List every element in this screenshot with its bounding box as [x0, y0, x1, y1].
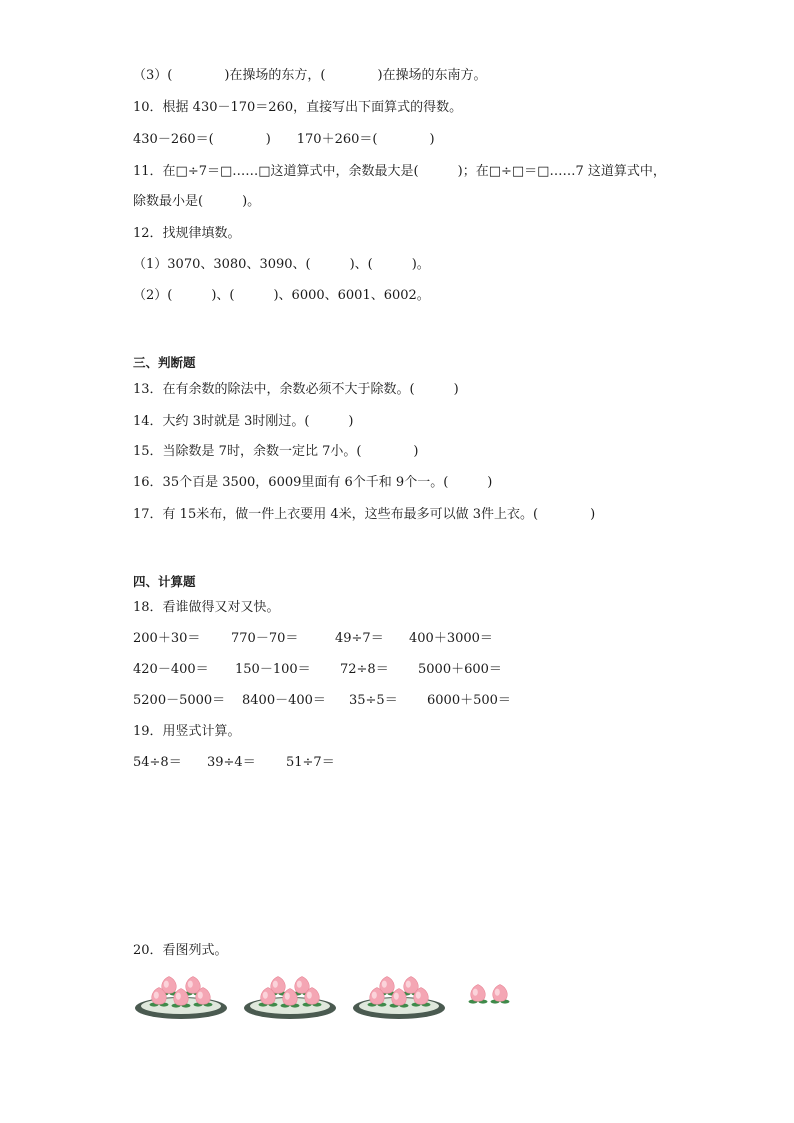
question-11-line-2: 除数最小是( )。 — [133, 194, 261, 209]
question-20: 20．看图列式。 — [133, 943, 228, 958]
question-15: 15．当除数是 7时，余数一定比 7小。( ) — [133, 444, 419, 459]
calc-item: 420－400＝ — [133, 662, 209, 677]
question-12-2: （2）( )、( )、6000、6001、6002。 — [133, 288, 430, 303]
question-13: 13．在有余数的除法中，余数必须不大于除数。( ) — [133, 382, 459, 397]
question-17: 17．有 15米布，做一件上衣要用 4米，这些布最多可以做 3件上衣。( ) — [133, 507, 596, 522]
question-10-equations: 430－260＝( ) 170＋260＝( ) — [133, 132, 435, 147]
question-18: 18．看谁做得又对又快。 — [133, 600, 280, 615]
section-3-heading: 三、判断题 — [133, 355, 196, 370]
calc-item: 200＋30＝ — [133, 631, 201, 646]
plate-of-peaches — [242, 968, 338, 1023]
peach-icon — [469, 985, 488, 1004]
question-14: 14．大约 3时就是 3时刚过。( ) — [133, 414, 354, 429]
calc-item: 35÷5＝ — [349, 693, 398, 708]
calc-item: 150－100＝ — [235, 662, 311, 677]
question-10: 10．根据 430－170＝260，直接写出下面算式的得数。 — [133, 100, 463, 115]
peach-icon — [491, 985, 510, 1004]
calc-item: 5200－5000＝ — [133, 693, 226, 708]
calc-item: 8400－400＝ — [242, 693, 326, 708]
question-11-line-1: 11．在□÷7＝□……□这道算式中，余数最大是( )；在□÷□＝□……7 这道算式中， — [133, 164, 666, 179]
question-12-1: （1）3070、3080、3090、( )、( )。 — [133, 257, 430, 272]
calc-item: 770－70＝ — [231, 631, 299, 646]
question-16: 16．35个百是 3500，6009里面有 6个千和 9个一。( ) — [133, 475, 493, 490]
calc-item: 39÷4＝ — [207, 755, 256, 770]
loose-peaches — [462, 968, 532, 1023]
calc-item: 49÷7＝ — [335, 631, 384, 646]
peach-figure — [133, 968, 533, 1023]
calc-item: 6000＋500＝ — [427, 693, 511, 708]
calc-item: 54÷8＝ — [133, 755, 182, 770]
section-4-heading: 四、计算题 — [133, 574, 196, 589]
calc-item: 5000＋600＝ — [418, 662, 502, 677]
calc-item: 72÷8＝ — [340, 662, 389, 677]
question-12: 12．找规律填数。 — [133, 226, 241, 241]
calc-item: 400＋3000＝ — [409, 631, 493, 646]
question-19: 19．用竖式计算。 — [133, 724, 241, 739]
question-9-3: （3）( )在操场的东方，( )在操场的东南方。 — [133, 68, 487, 83]
calc-item: 51÷7＝ — [286, 755, 335, 770]
plate-of-peaches — [133, 968, 229, 1023]
plate-of-peaches — [351, 968, 447, 1023]
